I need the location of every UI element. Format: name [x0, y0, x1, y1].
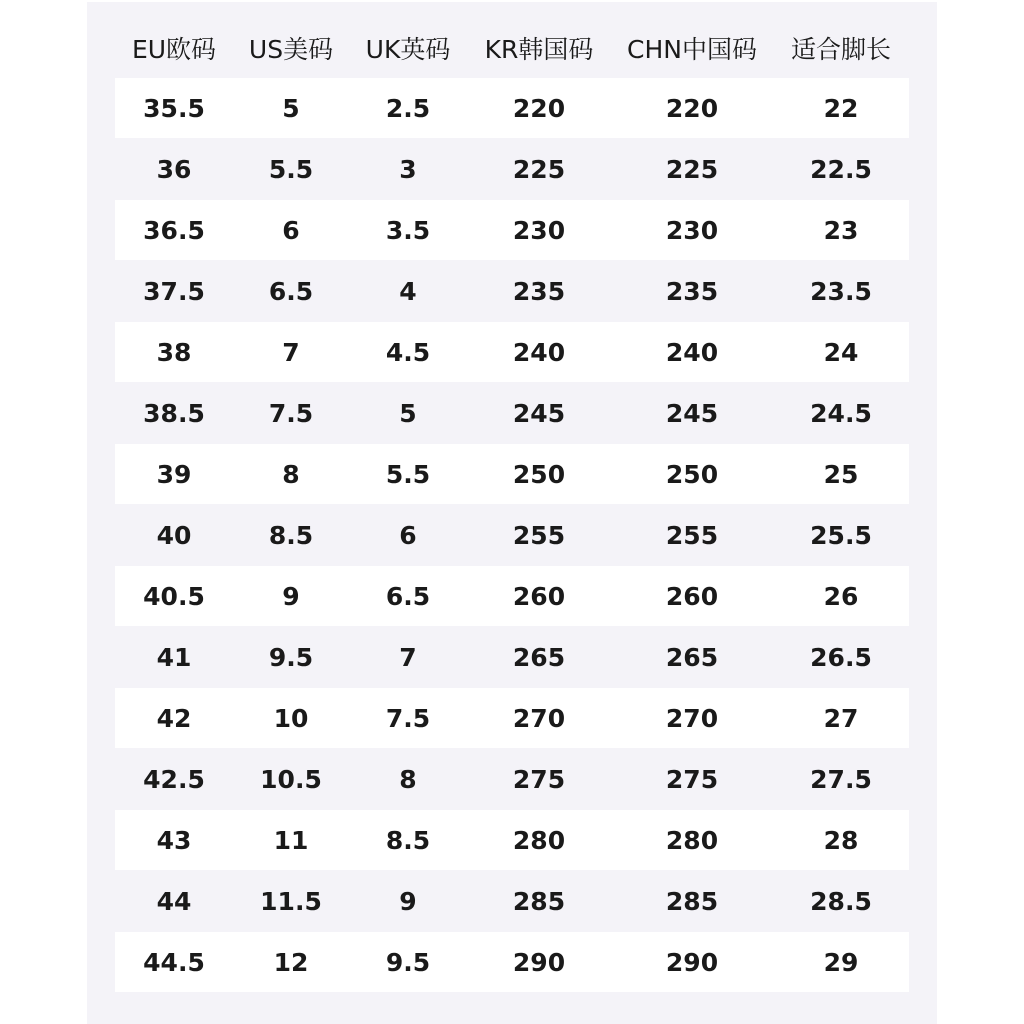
cell-chn: 245 [665, 399, 719, 428]
cell-chn: 275 [665, 765, 719, 794]
cell-uk: 3 [399, 155, 417, 184]
cell-kr: 245 [512, 399, 566, 428]
cell-us: 11 [273, 825, 309, 855]
cell-us: 5 [282, 93, 300, 123]
cell-chn: 265 [665, 643, 719, 672]
cell-uk: 2.5 [385, 93, 431, 123]
cell-us: 7 [282, 337, 300, 367]
cell-us: 11.5 [260, 887, 322, 916]
table-row [115, 810, 909, 870]
cell-uk: 8.5 [385, 825, 431, 855]
table-row [115, 871, 909, 932]
cell-uk: 7.5 [385, 703, 431, 733]
cell-kr: 260 [512, 581, 566, 611]
cell-foot-length: 22 [823, 93, 859, 123]
cell-eu: 38.5 [143, 399, 205, 428]
cell-us: 6 [282, 215, 300, 245]
cell-chn: 250 [665, 459, 719, 489]
cell-foot-length: 27 [823, 703, 859, 733]
cell-chn: 290 [665, 947, 719, 977]
cell-foot-length: 29 [823, 947, 859, 977]
size-chart-header [115, 22, 909, 74]
cell-chn: 285 [665, 887, 719, 916]
cell-us: 12 [273, 947, 309, 977]
table-row [115, 200, 909, 260]
table-row [115, 627, 909, 688]
cell-eu: 44.5 [143, 947, 205, 977]
cell-eu: 38 [156, 337, 192, 367]
cell-eu: 43 [156, 825, 192, 855]
cell-us: 6.5 [268, 277, 314, 306]
cell-us: 7.5 [268, 399, 314, 428]
cell-chn: 280 [665, 825, 719, 855]
cell-uk: 4.5 [385, 337, 431, 367]
cell-foot-length: 28.5 [810, 887, 872, 916]
cell-eu: 41 [156, 643, 192, 672]
cell-kr: 290 [512, 947, 566, 977]
cell-kr: 240 [512, 337, 566, 367]
cell-kr: 230 [512, 215, 566, 245]
table-row [115, 566, 909, 626]
cell-chn: 255 [665, 521, 719, 550]
cell-uk: 6 [399, 521, 417, 550]
header-uk-size: UK英码 [365, 35, 451, 64]
cell-us: 5.5 [268, 155, 314, 184]
header-eu-size: EU欧码 [131, 35, 217, 64]
cell-kr: 265 [512, 643, 566, 672]
table-row [115, 688, 909, 748]
cell-us: 8 [282, 459, 300, 489]
header-chn-size: CHN中国码 [627, 35, 757, 64]
cell-us: 9.5 [268, 643, 314, 672]
cell-eu: 40.5 [143, 581, 205, 611]
cell-us: 10.5 [260, 765, 322, 794]
cell-chn: 270 [665, 703, 719, 733]
cell-eu: 40 [156, 521, 192, 550]
cell-kr: 270 [512, 703, 566, 733]
table-row [115, 261, 909, 322]
cell-chn: 225 [665, 155, 719, 184]
cell-foot-length: 26 [823, 581, 859, 611]
cell-chn: 230 [665, 215, 719, 245]
cell-us: 8.5 [268, 521, 314, 550]
cell-uk: 9 [399, 887, 417, 916]
cell-kr: 235 [512, 277, 566, 306]
cell-eu: 39 [156, 459, 192, 489]
cell-chn: 260 [665, 581, 719, 611]
cell-kr: 280 [512, 825, 566, 855]
cell-kr: 250 [512, 459, 566, 489]
cell-foot-length: 23.5 [810, 277, 872, 306]
size-chart-body [115, 78, 909, 993]
cell-kr: 275 [512, 765, 566, 794]
cell-kr: 225 [512, 155, 566, 184]
table-row [115, 322, 909, 382]
cell-kr: 285 [512, 887, 566, 916]
table-row [115, 78, 909, 138]
cell-foot-length: 27.5 [810, 765, 872, 794]
table-row [115, 932, 909, 992]
cell-us: 9 [282, 581, 300, 611]
cell-uk: 4 [399, 277, 417, 306]
cell-foot-length: 22.5 [810, 155, 872, 184]
cell-us: 10 [273, 703, 309, 733]
header-kr-size: KR韩国码 [484, 35, 594, 64]
cell-eu: 42 [156, 703, 192, 733]
cell-foot-length: 25 [823, 459, 859, 489]
cell-uk: 5.5 [385, 459, 431, 489]
table-row [115, 383, 909, 444]
cell-eu: 35.5 [143, 93, 205, 123]
cell-eu: 36 [156, 155, 192, 184]
cell-foot-length: 23 [823, 215, 859, 245]
cell-kr: 255 [512, 521, 566, 550]
cell-foot-length: 26.5 [810, 643, 872, 672]
cell-foot-length: 25.5 [810, 521, 872, 550]
cell-chn: 235 [665, 277, 719, 306]
cell-foot-length: 24.5 [810, 399, 872, 428]
cell-chn: 220 [665, 93, 719, 123]
cell-uk: 3.5 [385, 215, 431, 245]
table-row [115, 444, 909, 504]
cell-kr: 220 [512, 93, 566, 123]
cell-uk: 8 [399, 765, 417, 794]
header-us-size: US美码 [248, 35, 334, 64]
header-foot-length: 适合脚长 [790, 35, 892, 64]
cell-uk: 7 [399, 643, 417, 672]
cell-uk: 6.5 [385, 581, 431, 611]
table-row [115, 505, 909, 566]
table-row [115, 139, 909, 200]
table-row [115, 749, 909, 810]
cell-uk: 5 [399, 399, 417, 428]
cell-eu: 37.5 [143, 277, 205, 306]
cell-eu: 36.5 [143, 215, 205, 245]
cell-chn: 240 [665, 337, 719, 367]
cell-eu: 44 [156, 887, 192, 916]
cell-foot-length: 24 [823, 337, 859, 367]
cell-foot-length: 28 [823, 825, 859, 855]
cell-uk: 9.5 [385, 947, 431, 977]
cell-eu: 42.5 [143, 765, 205, 794]
